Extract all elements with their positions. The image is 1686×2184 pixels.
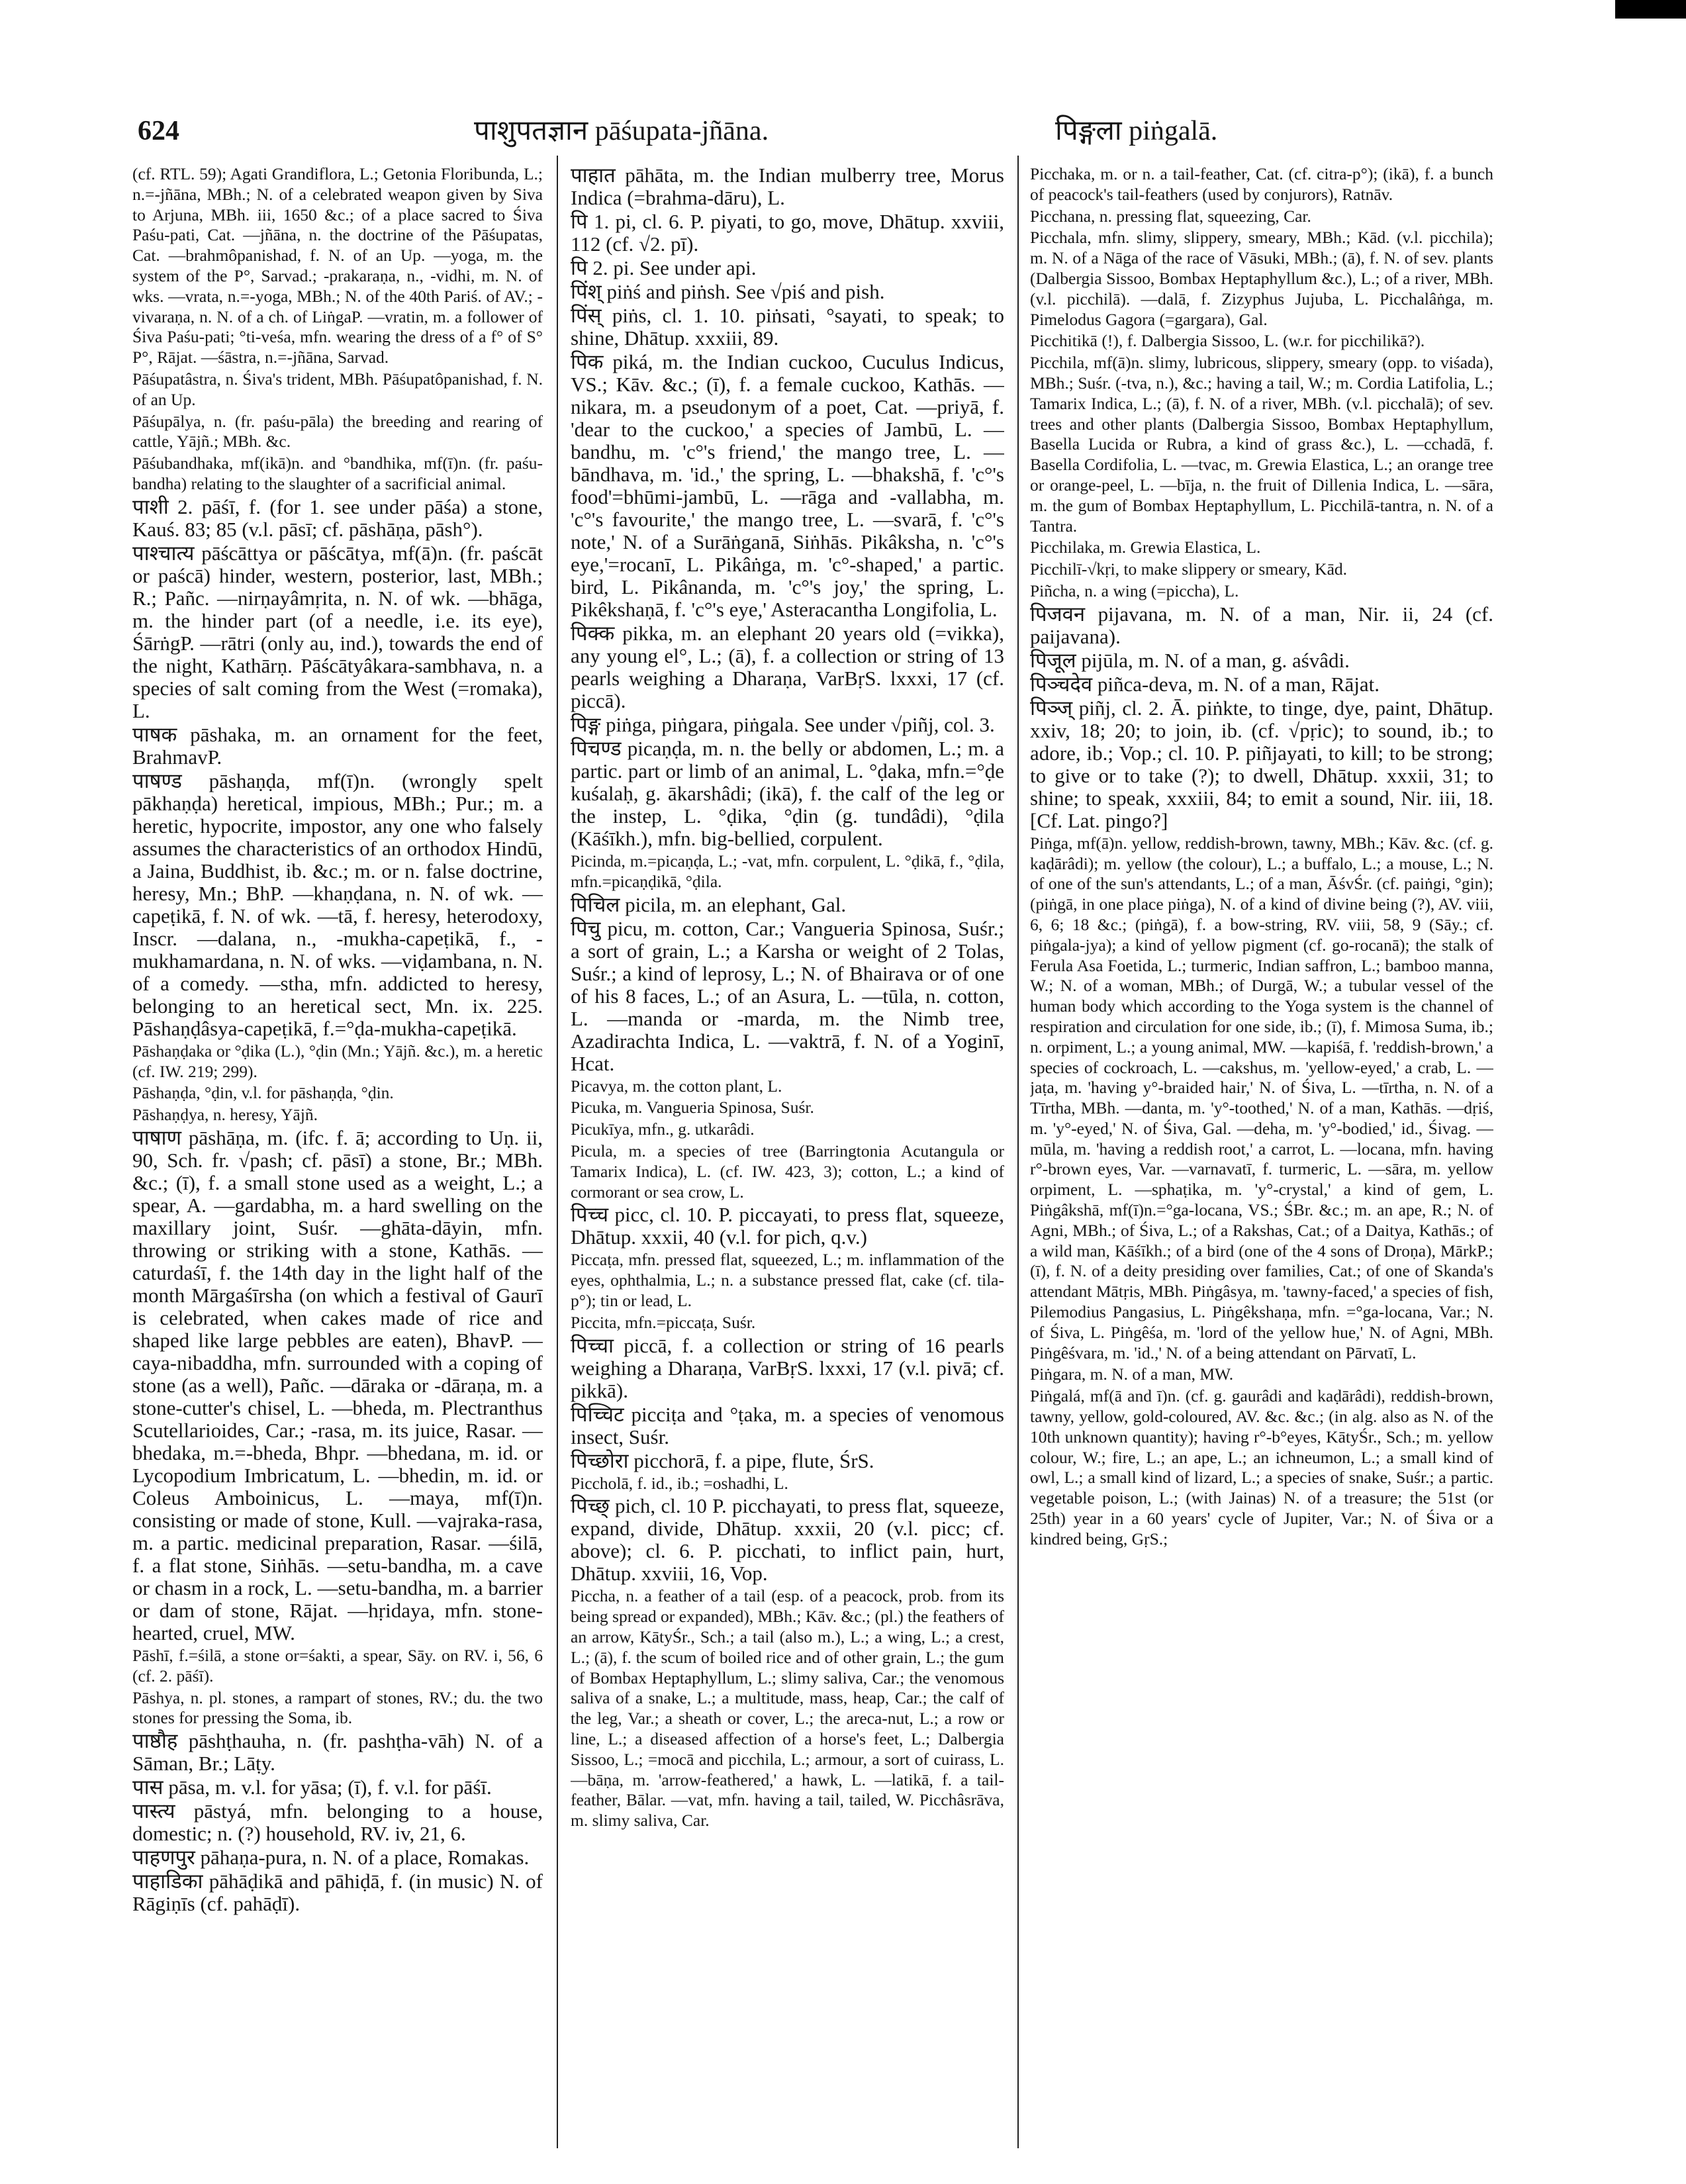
dictionary-entry: Picchaka, m. or n. a tail-feather, Cat. (cf. citra-p°); (ikā), f. a bunch of peacock's tail-feathers (used by conjurors), Ratnāv.: [1030, 164, 1493, 204]
dictionary-entry: पिंश् piṅś and piṅsh. See √piś and pish.: [571, 280, 885, 303]
dictionary-entry: पास pāsa, m. v.l. for yāsa; (ī), f. v.l. for pāśī.: [132, 1776, 492, 1799]
dictionary-entry: पिजवन pijavana, m. N. of a man, Nir. ii, 24 (cf. paijavana).: [1030, 602, 1493, 648]
dictionary-entry: Picukīya, mfn., g. utkarâdi.: [571, 1119, 755, 1139]
dictionary-entry: पिचण्ड picaṇḍa, m. n. the belly or abdomen, L.; m. a partic. part or limb of an animal, L. °ḍaka, mfn.=°ḍe kuśalaḥ, g. ākarshâdi; (ikā), f. the calf of the leg or the instep, L. °ḍika, °ḍin (g. tundâdi), °ḍila (Kāśīkh.), mfn. big-bellied, corpulent.: [571, 737, 1004, 850]
dictionary-entry: पिक piká, m. the Indian cuckoo, Cuculus Indicus, VS.; Kāv. &c.; (ī), f. a female cuckoo, Kathās. —nikara, m. a pseudonym of a poet, Cat. —priyā, f. 'dear to the cuckoo,' a species of Jambū, L. —bandhu, m. 'c°'s friend,' the mango tree, L. —bāndhava, m. 'id.,' the spring, L. —bhakshā, f. 'c°'s food'=bhūmi-jambū, L. —rāga and -vallabha, m. 'c°'s favourite,' the mango tree, L. —svarā, f. 'c°'s note,' N. of a Surāṅganā, Siṅhās. Pikâksha, n. 'c°'s eye,'=rocanī, L. Pikâṅga, m. 'c°-shaped,' a partic. bird, L. Pikânanda, m. 'c°'s joy,' the spring, L. Pikêkshaṇā, f. 'c°'s eye,' Asteracantha Longifolia, L.: [571, 350, 1004, 621]
dictionary-entry: पिचु picu, m. cotton, Car.; Vangueria Spinosa, Suśr.; a sort of grain, L.; a Karsha or weight of 2 Tolas, Suśr.; a kind of leprosy, L.; N. of Bhairava or of one of his 8 faces, L.; of an Asura, L. —tūla, n. cotton, L. —manda or -marda, m. the Nimb tree, Azadirachta Indica, L. —vaktrā, f. N. of a Yoginī, Hcat.: [571, 916, 1004, 1075]
dictionary-entry: पाश्चात्य pāścāttya or pāścātya, mf(ā)n. (fr. paścāt or paścā) hinder, western, posterior, last, MBh.; R.; Pañc. —nirṇayâmṛita, n. N. of wk. —bhāga, m. the hinder part (of a needle, i.e. its eye), ŚārṅgP. —rātri (only au, ind.), towards the end of the night, Kathārṇ. Pāścātyâkara-sambhava, n. a species of salt coming from the West (=romaka), L.: [132, 541, 543, 722]
dictionary-entry: पास्त्य pāstyá, mfn. belonging to a house, domestic; n. (?) household, RV. iv, 21, 6.: [132, 1799, 543, 1846]
dictionary-entry: पिच्चिट picciṭa and °ṭaka, m. a species of venomous insect, Suśr.: [571, 1402, 1004, 1448]
dictionary-entry: पिजूल pijūla, m. N. of a man, g. aśvâdi.: [1030, 648, 1350, 672]
dictionary-entry: पाहात pāhāta, m. the Indian mulberry tree, Morus Indica (=brahma-dāru), L.: [571, 164, 1004, 209]
dictionary-entry: पिच्चा piccā, f. a collection or string of 16 pearls weighing a Dharaṇa, VarBṛS. lxxxi, 17 (v.l. pivā; cf. pikkā).: [571, 1333, 1004, 1402]
dictionary-entry: Picchitikā (!), f. Dalbergia Sissoo, L. (w.r. for picchilikā?).: [1030, 331, 1425, 351]
dictionary-entry: (cf. RTL. 59); Agati Grandiflora, L.; Getonia Floribunda, L.; n.=-jñāna, MBh.; N. of a celebrated weapon given by Siva to Arjuna, MBh. iii, 1650 &c.; of a place sacred to Śiva Paśu-pati, Cat. —jñāna, n. the doctrine of the Pāśupatas, Cat. —brahmôpanishad, f. N. of an Up. —yoga, m. the system of the P°, Sarvad.; -prakaraṇa, n., -vidhi, m. N. of wks. —vrata, n.=-yoga, MBh.; N. of the 40th Pariś. of AV.; -vivaraṇa, n. N. of a ch. of LiṅgaP. —vratin, m. a follower of Śiva Paśu-pati; °ti-veśa, mfn. wearing the dress of a f° of S° P°, Rājat. —śāstra, n.=-jñāna, Sarvad.: [132, 164, 543, 367]
dictionary-entry: पिंस् piṅs, cl. 1. 10. piṅsati, °sayati, to speak; to shine, Dhātup. xxxiii, 89.: [571, 304, 1004, 350]
dictionary-entry: Pāshaṇḍya, n. heresy, Yājñ.: [132, 1105, 318, 1125]
dictionary-entry: पिच्छ् pich, cl. 10 P. picchayati, to press flat, squeeze, expand, divide, Dhātup. xxxii, 20 (v.l. picc; cf. above); cl. 6. P. picchati, to inflict pain, hurt, Dhātup. xxviii, 16, Vop.: [571, 1494, 1004, 1586]
dictionary-entry: Piccha, n. a feather of a tail (esp. of a peacock, prob. from its being spread or expanded), MBh.; Kāv. &c.; (pl.) the feathers of an arrow, KātyŚr., Sch.; a tail (also m.), L.; a wing, L.; a crest, L.; (ā), f. the scum of boiled rice and of other grain, L.; the gum of Bombax Heptaphyllum, L.; slimy saliva, Car.; the venomous saliva of a snake, L.; a multitude, mass, heap, Car.; the calf of the leg, Var.; a sheath or cover, L.; the areca-nut, L.; a row or line, L.; a diseased affection of a horse's feet, L.; Dalbergia Sissoo, L.; =mocā and picchila, L.; armour, a sort of cuirass, L. —bāṇa, m. 'arrow-feathered,' a hawk, L. —latikā, f. a tail-feather, Bālar. —vat, mfn. having a tail, tailed, W. Picchâsrāva, m. slimy saliva, Car.: [571, 1586, 1004, 1830]
dictionary-entry: Piccholā, f. id., ib.; =oshadhi, L.: [571, 1473, 788, 1493]
dictionary-entry: पाषाण pāshāṇa, m. (ifc. f. ā; according to Uṇ. ii, 90, Sch. fr. √pash; cf. pāsī) a stone, Br.; MBh. &c.; (ī), f. a small stone used as a weight, L.; a spear, A. —gardabha, m. a hard swelling on the maxillary joint, Suśr. —ghāta-dāyin, mfn. throwing or striking with a stone, Kathās. —caturdaśī, f. the 14th day in the light half of the month Mārgaśīrsha (on which a festival of Gaurī is celebrated, when cakes made of rice and shaped like large pebbles are eaten), BhavP. —caya-nibaddha, mfn. surrounded with a coping of stone (as a well), Pañc. —dāraka or -dāraṇa, m. a stone-cutter's chisel, L. —bheda, m. Plectranthus Scutellarioides, Car.; -rasa, m. its juice, Rasar. —bhedaka, m.=-bheda, Bhpr. —bhedana, m. id. or Lycopodium Imbricatum, L. —bhedin, m. id. or Coleus Amboinicus, L. —maya, mf(ī)n. consisting or made of stone, Kull. —vajraka-rasa, m. a partic. medicinal preparation, Rasar. —śilā, f. a flat stone, Siṅhās. —setu-bandha, m. a cave or chasm in a rock, L. —setu-bandha, m. a barrier or dam of stone, Rājat. —hṛidaya, mfn. stone-hearted, cruel, MW.: [132, 1125, 543, 1644]
dictionary-entry: Picchila, mf(ā)n. slimy, lubricous, slippery, smeary (opp. to viśada), MBh.; Suśr. (-tva, n.), &c.; having a tail, W.; m. Cordia Latifolia, L.; Tamarix Indica, L.; (ā), f. N. of a river, MBh. (v.l. picchalā); of sev. trees and other plants (Dalbergia Sissoo, Bombax Heptaphyllum, Basella Lucida or Rubra, a kind of grass &c.), L. —cchadā, f. Basella Cordifolia, L. —tvac, m. Grewia Elastica, L.; an orange tree or orange-peel, L. —bīja, n. the fruit of Dillenia Indica, L. —sāra, m. the gum of Bombax Heptaphyllum, L. Picchilā-tantra, n. N. of a Tantra.: [1030, 353, 1493, 536]
dictionary-entry: Piṅgara, m. N. of a man, MW.: [1030, 1364, 1234, 1384]
dictionary-entry: Picinda, m.=picaṇḍa, L.; -vat, mfn. corpulent, L. °ḍikā, f., °ḍila, mfn.=picaṇḍikā, °ḍila.: [571, 851, 1004, 891]
page-number: 624: [138, 116, 179, 146]
dictionary-entry: Piñcha, n. a wing (=piccha), L.: [1030, 581, 1239, 600]
dictionary-entry: पाशी 2. pāśī, f. (for 1. see under pāśa) a stone, Kauś. 83; 85 (v.l. pāsī; cf. pāshāṇa, pāsh°).: [132, 495, 543, 541]
dictionary-entry: Pāshaṇḍa, °ḍin, v.l. for pāshaṇḍa, °ḍin.: [132, 1083, 394, 1103]
dictionary-entry: पिचिल picila, m. an elephant, Gal.: [571, 892, 847, 916]
dictionary-entry: Picula, m. a species of tree (Barringtonia Acutangula or Tamarix Indica), L. (cf. IW. 423, 3); cotton, L.; a kind of cormorant or sea crow, L.: [571, 1141, 1004, 1202]
dictionary-entry: Picchilī-√kṛi, to make slippery or smeary, Kād.: [1030, 559, 1348, 579]
column-divider: [1017, 156, 1019, 2148]
dictionary-entry: Picuka, m. Vangueria Spinosa, Suśr.: [571, 1098, 814, 1117]
dictionary-entry: Pāśupālya, n. (fr. paśu-pāla) the breeding and rearing of cattle, Yājñ.; MBh. &c.: [132, 411, 543, 451]
left-running-head: पाशुपतज्ञान pāśupata-jñāna.: [474, 116, 769, 146]
page-edge-mark: [1615, 0, 1686, 19]
dictionary-entry: Picchana, n. pressing flat, squeezing, Car.: [1030, 206, 1311, 226]
dictionary-entry: पि 2. pi. See under api.: [571, 256, 757, 279]
dictionary-entry: पाषक pāshaka, m. an ornament for the feet, BrahmavP.: [132, 722, 543, 769]
dictionary-entry: Piccaṭa, mfn. pressed flat, squeezed, L.; m. inflammation of the eyes, ophthalmia, L.; n. a substance pressed flat, cake (cf. tila-p°); tin or lead, L.: [571, 1250, 1004, 1310]
dictionary-entry: Piṅga, mf(ā)n. yellow, reddish-brown, tawny, MBh.; Kāv. &c. (cf. g. kaḍārâdi); m. yellow (the colour), L.; a buffalo, L.; a mouse, L.; N. of one of the sun's attendants, L.; of a man, ĀśvŚr. (cf. paiṅgi, °gin); (piṅgā, in one place piṅga), N. of a kind of divine being (?), AV. viii, 6, 6; 18 &c.; (piṅgā), f. a bow-string, RV. viii, 58, 9 (Sāy.; cf. piṅgala-jya); a kind of yellow pigment (cf. go-rocanā); the stalk of Ferula Asa Foetida, L.; turmeric, Indian saffron, L.; bamboo manna, W.; N. of a woman, MBh.; of Durgā, W.; a tubular vessel of the human body which according to the Yoga system is the channel of respiration and circulation for one side, ib.; (ī), f. Mimosa Suma, ib.; n. orpiment, L.; a young animal, MW. —kapiśā, f. 'reddish-brown,' a species of cockroach, L. —cakshus, m. 'yellow-eyed,' a crab, L. —jaṭa, m. 'having y°-braided hair,' N. of Śiva, L. —tīrtha, n. N. of a Tīrtha, MBh. —danta, m. 'y°-toothed,' N. of a man, Kathās. —dṛiś, m. 'y°-eyed,' N. of Śiva, Gal. —deha, m. 'y°-bodied,' id., Śivag. —mūla, m. 'having a reddish root,' a carrot, L. —locana, mfn. having r°-brown eyes, Var. —varnavatī, f. turmeric, L. —sāra, m. yellow orpiment, L. —sphaṭika, m. 'y°-crystal,' a kind of gem, L. Piṅgâkshā, mf(ī)n.=°ga-locana, VS.; ŚBr. &c.; m. an ape, R.; N. of Agni, MBh.; of Śiva, L.; of a Rakshas, Cat.; of a Daitya, Kathās.; of a wild man, Kāśīkh.; of a bird (one of the 4 sons of Droṇa), MārkP.; (ī), f. N. of a deity presiding over families, Cat.; of one of Skanda's attendant Mātṛis, MBh. Piṅgâsya, m. 'tawny-faced,' a species of fish, Pilemodius Pangasius, L. Piṅgêkshaṇa, mfn. =°ga-locana, Var.; N. of Śiva, L. Piṅgêśa, m. 'lord of the yellow hue,' N. of Agni, MBh. Piṅgêśvara, m. 'id.,' N. of a being attendant on Pārvatī, L.: [1030, 833, 1493, 1362]
dictionary-entry: Pāshaṇḍaka or °ḍika (L.), °ḍin (Mn.; Yājñ. &c.), m. a heretic (cf. IW. 219; 299).: [132, 1041, 543, 1081]
dictionary-entry: पिच्च picc, cl. 10. P. piccayati, to press flat, squeeze, Dhātup. xxxii, 40 (v.l. for pich, q.v.): [571, 1203, 1004, 1249]
right-running-head: पिङ्गला piṅgalā.: [1055, 116, 1218, 146]
dictionary-entry: पाहणपुर pāhaṇa-pura, n. N. of a place, Romakas.: [132, 1846, 530, 1870]
dictionary-entry: पिञ्चदेव piñca-deva, m. N. of a man, Rājat.: [1030, 672, 1380, 696]
dictionary-entry: Pāśupatâstra, n. Śiva's trident, MBh. Pāśupatôpanishad, f. N. of an Up.: [132, 369, 543, 409]
column-1: [132, 164, 543, 2144]
dictionary-entry: पिङ्ग piṅga, piṅgara, piṅgala. See under √piñj, col. 3.: [571, 713, 995, 736]
column-2: [571, 164, 1004, 2144]
dictionary-entry: Pāśubandhaka, mf(ikā)n. and °bandhika, mf(ī)n. (fr. paśu-bandha) relating to the slaughter of a sacrificial animal.: [132, 453, 543, 493]
column-3: [1030, 164, 1493, 2144]
dictionary-entry: पाहाडिका pāhāḍikā and pāhiḍā, f. (in music) N. of Rāgiṇīs (cf. pahāḍī).: [132, 1870, 543, 1916]
dictionary-entry: Picavya, m. the cotton plant, L.: [571, 1076, 782, 1096]
dictionary-entry: Piccita, mfn.=piccaṭa, Suśr.: [571, 1312, 756, 1332]
dictionary-entry: Piṅgalá, mf(ā and ī)n. (cf. g. gaurâdi and kaḍārâdi), reddish-brown, tawny, yellow, gold-coloured, AV. &c. &c.; (in alg. also as N. of the 10th unknown quantity); having r°-b°eyes, KātyŚr., Sch.; m. yellow colour, W.; fire, L.; an ape, L.; an ichneumon, L.; a small kind of owl, L.; a small kind of lizard, L.; a species of snake, Suśr.; a partic. vegetable poison, L.; (with Jainas) N. of a treasure; the 51st (or 25th) year in a 60 years' cycle of Jupiter, Var.; N. of Śiva or a kindred being, GṛS.;: [1030, 1386, 1493, 1548]
dictionary-entry: Pāshya, n. pl. stones, a rampart of stones, RV.; du. the two stones for pressing the Soma, ib.: [132, 1687, 543, 1728]
dictionary-entry: पि 1. pi, cl. 6. P. piyati, to go, move, Dhātup. xxviii, 112 (cf. √2. pī).: [571, 210, 1004, 256]
dictionary-entry: Pāshī, f.=śilā, a stone or=śakti, a spear, Sāy. on RV. i, 56, 6 (cf. 2. pāśī).: [132, 1645, 543, 1685]
dictionary-entry: पाष्ठौह pāshṭhauha, n. (fr. pashṭha-vāh) N. of a Sāman, Br.; Lāṭy.: [132, 1729, 543, 1776]
dictionary-entry: Picchala, mfn. slimy, slippery, smeary, MBh.; Kād. (v.l. picchila); m. N. of a Nāga of the race of Vāsuki, MBh.; (ā), f. N. of sev. plants (Dalbergia Sissoo, Bombax Heptaphyllum &c.), L.; of a river, MBh. (v.l. picchilā). —dalā, f. Zizyphus Jujuba, L. Picchalâṅga, m. Pimelodus Gagora (=gargara), Gal.: [1030, 228, 1493, 329]
dictionary-entry: पिञ्ज् piñj, cl. 2. Ā. piṅkte, to tinge, dye, paint, Dhātup. xxiv, 18; 20; to join, ib. (cf. √pṛic); to sound, ib.; to adore, ib.; Vop.; cl. 10. P. piñjayati, to kill; to be strong; to give or to take (?); to dwell, Dhātup. xxxii, 31; to shine; to speak, xxxiii, 84; to emit a sound, Nir. iii, 18. [Cf. Lat. pingo?]: [1030, 696, 1493, 832]
dictionary-entry: Picchilaka, m. Grewia Elastica, L.: [1030, 538, 1261, 557]
dictionary-entry: पाषण्ड pāshaṇḍa, mf(ī)n. (wrongly spelt pākhaṇḍa) heretical, impious, MBh.; Pur.; m. a heretic, hypocrite, impostor, any one who falsely assumes the characteristics of an orthodox Hindū, a Jaina, Buddhist, ib. &c.; m. or n. false doctrine, heresy, Mn.; BhP. —khaṇḍana, n. N. of wk. —capeṭikā, f. N. of wk. —tā, f. heresy, heterodoxy, Inscr. —dalana, n., -mukha-capeṭikā, f., -mukhamardana, n. N. of wks. —viḍambana, n. N. of a comedy. —stha, mfn. addicted to heresy, belonging to an heretical sect, Mn. ix. 225. Pāshaṇḍâsya-capeṭikā, f.=°ḍa-mukha-capeṭikā.: [132, 769, 543, 1040]
dictionary-entry: पिक्क pikka, m. an elephant 20 years old (=vikka), any young el°, L.; (ā), f. a collection or string of 13 pearls weighing a Dharaṇa, VarBṛS. lxxxi, 17 (cf. piccā).: [571, 622, 1004, 712]
dictionary-entry: पिच्छोरा picchorā, f. a pipe, flute, ŚrS.: [571, 1448, 874, 1472]
column-divider: [557, 156, 558, 2148]
